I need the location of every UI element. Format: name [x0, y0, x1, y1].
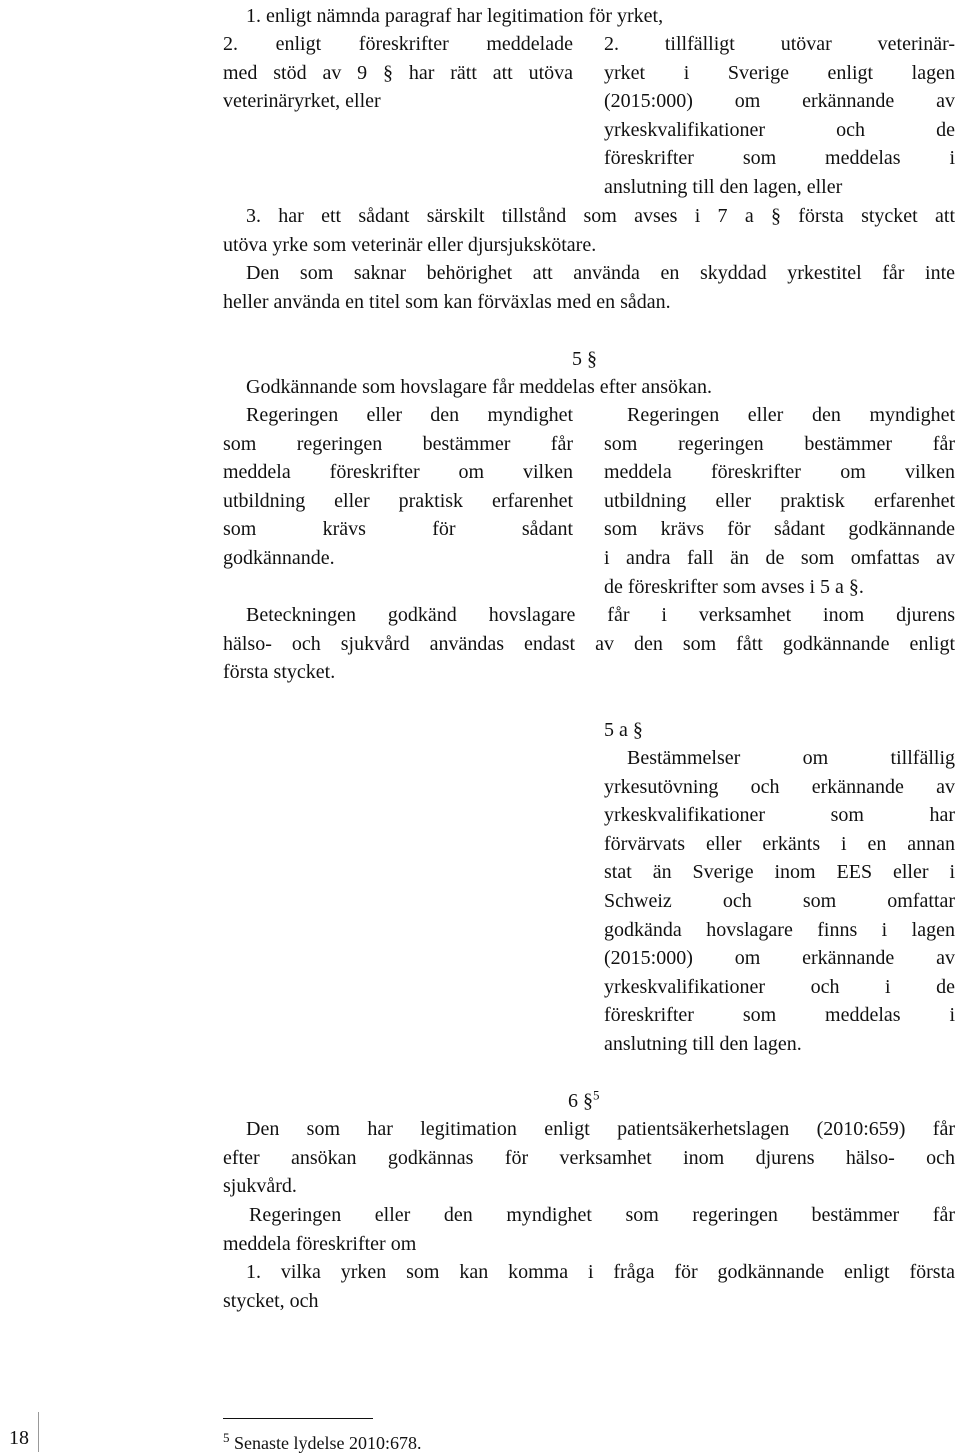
footnote — [223, 1432, 421, 1454]
section-5a-body: Bestämmelser om tillfällig yrkesutövning och erkännande av yrkeskvalifikationer som har förvärvats eller erkänts i en annan stat än Sverige inom EES eller i Schweiz och som omfattar godkända hovslagare finns i lagen (2015:000) om erkännande av yrkeskvalifikationer och i de föreskrifter som meddelas i anslutning till den lagen. — [604, 747, 955, 1055]
section-5-heading: 5 § — [572, 348, 597, 370]
section-6-heading: 6 §$^5$ — [568, 1087, 600, 1112]
paragraph-title: Den som saknar behörighet att använda en skyddad yrkestitel får inte heller använda en titel som kan förväxlas med en sådan. — [223, 262, 955, 313]
page-number: 18 — [9, 1427, 29, 1449]
right-column-1: 2. tillfälligt utövar veterinär- yrket i Sverige enligt lagen (2015:000) om erkännande av yrkeskvalifikationer och de föreskrifter som meddelas i anslutning till den lagen, eller — [604, 33, 955, 198]
right-column-2: Regeringen eller den myndighet som regeringen bestämmer får meddela föreskrifter om vilken utbildning eller praktisk erfarenhet som krävs för sådant godkännande i andra fall än de som omfattas av de föreskrifter som avses i 5 a §. — [604, 404, 955, 598]
footnote-reference[interactable]: 5 — [593, 1087, 600, 1103]
item-3: 3. har ett sådant särskilt tillstånd som avses i 7 a § första stycket att utöva yrke som veterinär eller djursjukskötare. — [223, 205, 955, 256]
section-5-beteckning: Beteckningen godkänd hovslagare får i verksamhet inom djurens hälso- och sjukvård användas endast av den som fått godkännande enligt första stycket. — [223, 604, 955, 684]
footnote-divider — [223, 1418, 373, 1419]
footnote-text: Senaste lydelse 2010:678. — [234, 1433, 422, 1453]
item-1: 1. enligt nämnda paragraf har legitimation för yrket, — [246, 5, 664, 27]
section-6-paragraph-1: Den som har legitimation enligt patientsäkerhetslagen (2010:659) får efter ansökan godkännas för verksamhet inom djurens hälso- och sjukvård. — [223, 1118, 955, 1198]
left-column-1: 2. enligt föreskrifter meddelade med stöd av 9 § har rätt att utöva veterinäryrket, eller — [223, 33, 573, 113]
footnote-number: 5 — [223, 1430, 230, 1445]
page-margin-rule — [38, 1412, 39, 1452]
left-column-2: Regeringen eller den myndighet som regeringen bestämmer får meddela föreskrifter om vilken utbildning eller praktisk erfarenhet som krävs för sådant godkännande. — [223, 404, 573, 569]
section-5a-heading: 5 a § — [604, 719, 643, 741]
section-5-first: Godkännande som hovslagare får meddelas efter ansökan. — [246, 376, 712, 398]
section-6-paragraph-2: Regeringen eller den myndighet som regeringen bestämmer får meddela föreskrifter om — [223, 1204, 955, 1255]
section-6-item-1: 1. vilka yrken som kan komma i fråga för godkännande enligt första stycket, och — [223, 1261, 955, 1312]
